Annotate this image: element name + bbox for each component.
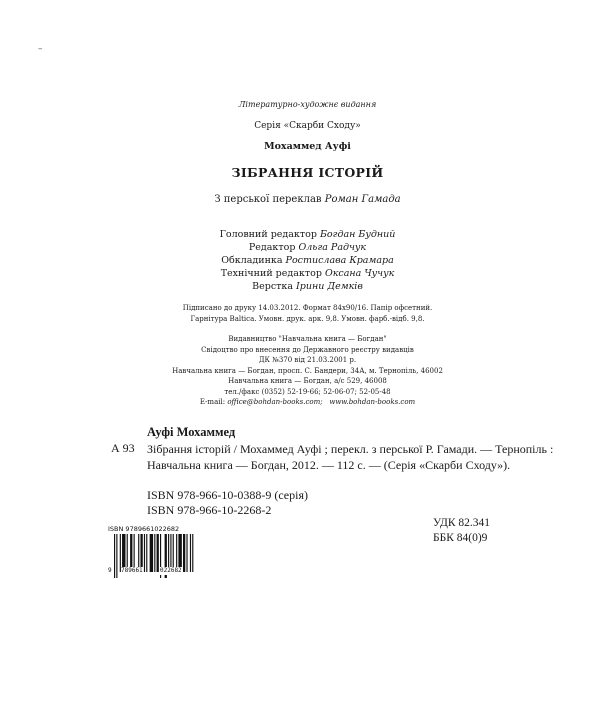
staff-credits: [0, 228, 615, 293]
staff-person: Оксана Чучук: [324, 268, 395, 279]
print-info: [0, 303, 615, 325]
series-label: Серія «Скарби Сходу»: [254, 121, 361, 131]
staff-person: Ольга Радчук: [298, 242, 367, 253]
staff-line: [0, 280, 615, 293]
publisher-info: [0, 334, 615, 408]
author-name: Мохаммед Ауфі: [264, 141, 351, 152]
barcode-digits-left: 789661: [121, 567, 143, 574]
udk-code: УДК 82.341: [433, 517, 490, 529]
staff-person: Ірини Демків: [296, 281, 363, 292]
email-link[interactable]: office@bohdan-books.com;: [227, 398, 323, 406]
publisher-line: Навчальна книга — Богдан, а/с 529, 46008: [228, 377, 387, 385]
catalog-index: А 93: [111, 441, 135, 455]
bbk-code: ББК 84(0)9: [433, 532, 488, 544]
barcode-digits-right: 022682: [160, 567, 182, 574]
staff-role: Головний редактор: [219, 229, 317, 240]
staff-role: Технічний редактор: [220, 268, 322, 279]
isbn-book: ISBN 978-966-10-2268-2: [147, 503, 272, 517]
translator-line: [0, 194, 615, 205]
publisher-line: тел./факс (0352) 52-19-66; 52-06-07; 52-05-48: [224, 387, 391, 396]
catalog-description: Зібрання історій / Мохаммед Ауфі ; перекл. з перської Р. Гамади. — Тернопіль : Навчальна книга — Богдан, 2012. — 112 с. — (Серія «Скарби Сходу»).: [147, 442, 554, 472]
staff-line: [0, 228, 615, 241]
staff-role: Редактор: [248, 242, 296, 253]
catalog-author: Ауфі Мохаммед: [147, 425, 236, 439]
staff-line: [0, 241, 615, 254]
publisher-line: Навчальна книга — Богдан, просп. С. Бандери, 34А, м. Тернопіль, 46002: [172, 366, 443, 375]
isbn-barcode: [108, 525, 198, 578]
isbn-series: ISBN 978-966-10-0388-9 (серія): [147, 488, 308, 502]
barcode-digit-first: 9: [108, 567, 112, 574]
corner-mark: –: [38, 44, 43, 54]
translator-name: Роман Гамада: [324, 194, 401, 205]
staff-line: [0, 267, 615, 280]
publisher-line: ДК №370 від 21.03.2001 р.: [258, 356, 357, 364]
staff-role: Верстка: [252, 281, 294, 292]
staff-role: Обкладинка: [221, 255, 283, 266]
publisher-line: Видавництво "Навчальна книга — Богдан": [228, 335, 387, 343]
print-line: Підписано до друку 14.03.2012. Формат 84х90/16. Папір офсетний.: [182, 304, 433, 312]
barcode-label: ISBN 9789661022682: [108, 525, 180, 533]
barcode-digits: [108, 567, 198, 575]
translator-prefix: З перської переклав: [214, 194, 322, 205]
email-label: E-mail:: [199, 398, 226, 406]
staff-person: Богдан Будний: [319, 229, 396, 240]
print-line: Гарнітура Baltica. Умовн. друк. арк. 9,8. Умовн. фарб.-відб. 9,8.: [190, 315, 425, 323]
book-title: ЗІБРАННЯ ІСТОРІЙ: [231, 165, 384, 180]
staff-person: Ростислава Крамара: [285, 255, 394, 266]
publisher-contact: [0, 397, 615, 408]
publisher-line: Свідоцтво про внесення до Державного реєстру видавців: [201, 345, 414, 354]
literary-edition-label: Літературно-художнє видання: [238, 100, 377, 109]
staff-line: [0, 254, 615, 267]
website-link[interactable]: www.bohdan-books.com: [329, 398, 416, 406]
